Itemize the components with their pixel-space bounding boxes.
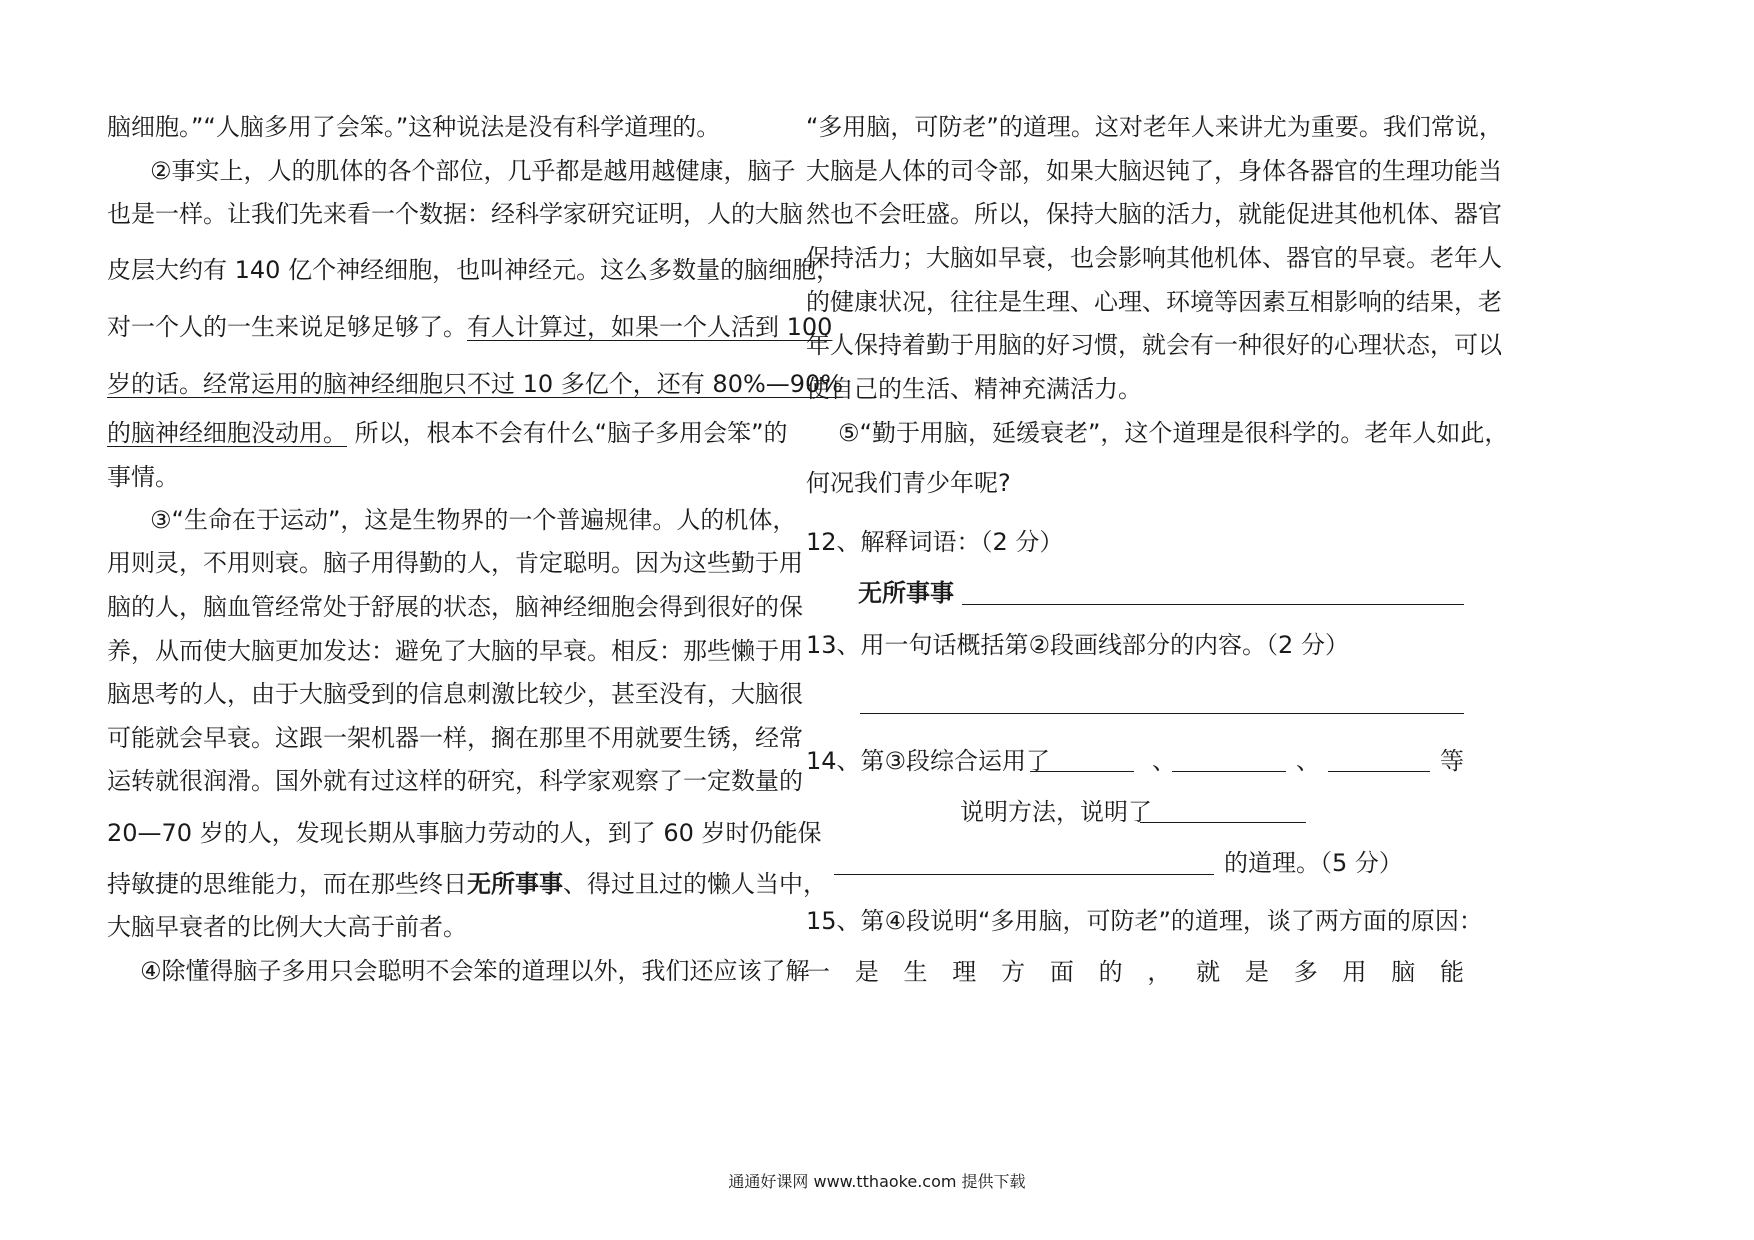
spaced-char: 脑 [1391,958,1416,986]
paragraph-2-line [107,418,788,448]
paragraph-3-line: 运转就很润滑。国外就有过这样的研究，科学家观察了一定数量的 [107,767,803,795]
paragraph-4-line: 保持活力；大脑如早衰，也会影响其他机体、器官的早衰。老年人 [806,244,1502,272]
plain-text: 对一个人的一生来说足够足够了。 [107,313,467,341]
question-14-prefix: 14、第③段综合运用了 [806,747,1051,775]
answer-blank-14a[interactable] [1030,771,1134,772]
separator: 、 [1152,747,1176,775]
paragraph-2-line: ②事实上，人的肌体的各个部位，几乎都是越用越健康，脑子 [150,157,796,185]
answer-blank-14b[interactable] [1172,771,1286,772]
question-15: 15、第④段说明“多用脑，可防老”的道理，谈了两方面的原因： [806,907,1483,935]
answer-blank-14e[interactable] [834,874,1214,875]
paragraph-3-line: 用则灵，不用则衰。脑子用得勤的人，肯定聪明。因为这些勤于用 [107,549,803,577]
separator: 、 [1296,747,1320,775]
paragraph-4-line: 的健康状况，往往是生理、心理、环境等因素互相影响的结果，老 [806,288,1502,316]
paragraph-4-line: 大脑是人体的司令部，如果大脑迟钝了，身体各器官的生理功能当 [806,157,1502,185]
plain-text: 所以，根本不会有什么“脑子多用会笨”的 [354,419,788,447]
paragraph-5-line: ⑤“勤于用脑，延缓衰老”，这个道理是很科学的。老年人如此， [838,419,1509,447]
paragraph-2-line: 也是一样。让我们先来看一个数据：经科学家研究证明，人的大脑 [107,200,803,228]
paragraph-4-line: ④除懂得脑子多用只会聪明不会笨的道理以外，我们还应该了解 [140,957,810,985]
question-13: 13、用一句话概括第②段画线部分的内容。（2 分） [806,631,1349,659]
question-12-term: 无所事事 [858,579,954,607]
answer-blank-13[interactable] [860,713,1464,714]
paragraph-3-line [107,869,827,899]
paragraph-3-line: 20—70 岁的人，发现长期从事脑力劳动的人，到了 60 岁时仍能保 [107,819,822,847]
spaced-char: 多 [1293,958,1318,986]
underlined-text: 有人计算过，如果一个人活到 100 [467,313,833,341]
spaced-char: 是 [1244,958,1269,986]
question-14-suffix: 等 [1440,747,1464,775]
paragraph-5-line: 何况我们青少年呢? [806,469,1011,497]
spaced-char: 生 [903,958,928,986]
answer-blank-14c[interactable] [1328,771,1430,772]
paragraph-3-line: 脑的人，脑血管经常处于舒展的状态，脑神经细胞会得到很好的保 [107,593,803,621]
underlined-text: 的脑神经细胞没动用。 [107,419,347,447]
paragraph-4-line: 年人保持着勤于用脑的好习惯，就会有一种很好的心理状态，可以 [806,331,1502,359]
footer-source: 通通好课网 www.tthaoke.com 提供下载 [728,1172,1026,1191]
question-14-line3: 的道理。（5 分） [1224,849,1403,877]
plain-text: 、得过且过的懒人当中， [563,870,827,898]
spaced-char: 理 [952,958,977,986]
paragraph-4-line: 然也不会旺盛。所以，保持大脑的活力，就能促进其他机体、器官 [806,200,1502,228]
question-14-line2: 说明方法，说明了 [960,798,1152,826]
spaced-char: ， [1147,958,1172,986]
paragraph-1-end: 脑细胞。”“人脑多用了会笨。”这种说法是没有科学道理的。 [107,113,721,141]
bold-term: 无所事事 [467,870,563,898]
underlined-text: 岁的话。经常运用的脑神经细胞只不过 10 多亿个，还有 80%—90% [107,370,844,398]
plain-text: 持敏捷的思维能力，而在那些终日 [107,870,467,898]
answer-blank-12[interactable] [962,604,1464,605]
paragraph-2-line [107,369,843,399]
paragraph-2-line: 皮层大约有 140 亿个神经细胞，也叫神经元。这么多数量的脑细胞， [107,256,841,284]
spaced-char: 面 [1049,958,1074,986]
paragraph-4-line: “多用脑，可防老”的道理。这对老年人来讲尤为重要。我们常说， [806,113,1503,141]
paragraph-2-line: 事情。 [107,463,179,491]
answer-blank-14d[interactable] [1140,822,1306,823]
spaced-char: 的 [1098,958,1123,986]
spaced-char: 就 [1196,958,1221,986]
paragraph-3-line: 养，从而使大脑更加发达：避免了大脑的早衰。相反：那些懒于用 [107,637,803,665]
paragraph-3-line: ③“生命在于运动”，这是生物界的一个普遍规律。人的机体， [150,506,797,534]
paragraph-3-line: 脑思考的人，由于大脑受到的信息刺激比较少，甚至没有，大脑很 [107,680,803,708]
spaced-char: 是 [854,958,879,986]
question-12: 12、解释词语：（2 分） [806,528,1064,556]
spaced-char: 一 [806,958,830,986]
paragraph-3-line: 大脑早衰者的比例大大高于前者。 [107,913,467,941]
spaced-char: 方 [1001,958,1026,986]
spaced-char: 用 [1342,958,1367,986]
paragraph-2-line [107,312,832,342]
paragraph-3-line: 可能就会早衰。这跟一架机器一样，搁在那里不用就要生锈，经常 [107,724,803,752]
paragraph-4-line: 使自己的生活、精神充满活力。 [806,375,1142,403]
spaced-char: 能 [1440,958,1464,986]
